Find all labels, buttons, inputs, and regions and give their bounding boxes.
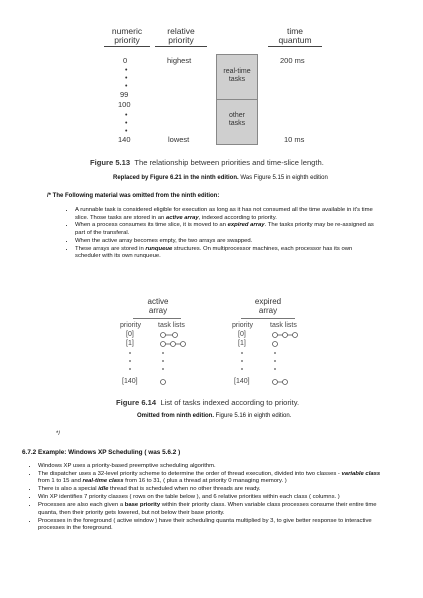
expired-row-140: [140]	[234, 378, 250, 385]
task-node	[273, 342, 278, 347]
list-item: • Win XP identifies 7 priority classes ( rows on the table below ), and 6 relative priorities within each class ( columns. )	[38, 494, 390, 501]
header-time-quantum: time quantum	[268, 27, 322, 47]
task-node	[273, 333, 278, 338]
active-col-tasklists: task lists	[158, 322, 185, 329]
figure-513-caption: Figure 5.13 The relationship between priorities and time-slice length.	[90, 158, 324, 167]
priority-99: 99	[120, 90, 129, 99]
priority-100: 100	[118, 100, 131, 109]
list-item: • The dispatcher uses a 32-level priority scheme to determine the order of thread execution, divided into two classes - variable class from 1 to 15 and real-time class from 16 to 31, ( plus a thread at priority 0 managing memory. )	[38, 471, 390, 486]
expired-array-header: expired array	[254, 297, 282, 315]
task-node	[173, 333, 178, 338]
figure-614-note: Omitted from ninth edition. Figure 5.16 in eighth edition.	[137, 413, 292, 419]
task-node	[161, 333, 166, 338]
list-item: • Processes in the foreground ( active window ) have their scheduling quanta multiplied by 3, to give better response to interactive processes in the foreground.	[38, 518, 390, 533]
header-relative-priority: relative priority	[155, 27, 207, 47]
task-node	[283, 333, 288, 338]
expired-row-0: [0]	[238, 331, 246, 338]
other-tasks-label: other tasks	[228, 112, 246, 127]
active-row-0: [0]	[126, 331, 134, 338]
list-item: • Processes are also each given a base priority within their priority class. When variable class processes consume their entire time quanta, then their priority gets lowered, but not below their base priority.	[38, 502, 390, 517]
section-title: 6.7.2 Example: Windows XP Scheduling ( was 5.6.2 )	[22, 449, 181, 456]
active-row-140: [140]	[122, 378, 138, 385]
figure-614-caption: Figure 6.14 List of tasks indexed according to priority.	[116, 398, 300, 407]
figure-513-note: Replaced by Figure 6.21 in the ninth edition. Was Figure 5.15 in eighth edition	[113, 175, 328, 181]
dot: •	[125, 120, 128, 127]
task-node	[161, 380, 166, 385]
quantum-10ms: 10 ms	[284, 135, 305, 144]
list-item: • When a process consumes its time slice, it is moved to an expired array. The tasks priority may be re-assigned as part of the transferal.	[75, 222, 377, 237]
relative-highest: highest	[167, 56, 192, 65]
task-node	[273, 380, 278, 385]
dot: •	[125, 75, 128, 82]
list-item: • Windows XP uses a priority-based preemptive scheduling algorithm.	[38, 463, 390, 470]
list-item: • When the active array becomes empty, the two arrays are swapped.	[75, 238, 377, 246]
dot: •	[125, 83, 128, 90]
task-node	[181, 342, 186, 347]
task-node	[161, 342, 166, 347]
list-item: • There is also a special idle thread that is scheduled when no other threads are ready.	[38, 486, 390, 493]
expired-col-tasklists: task lists	[270, 322, 297, 329]
task-node	[171, 342, 176, 347]
task-node	[283, 380, 288, 385]
dot: •	[125, 128, 128, 135]
active-array-header: active array	[147, 297, 169, 315]
priority-0: 0	[123, 56, 128, 65]
list-item: • These arrays are stored in runqueue structures. On multiprocessor machines, each processor has its own scheduler with its own runqueue.	[75, 246, 377, 261]
real-time-tasks-label: real-time tasks	[223, 68, 251, 83]
header-numeric-priority: numeric priority	[104, 27, 150, 47]
relative-lowest: lowest	[168, 135, 190, 144]
quantum-200ms: 200 ms	[280, 56, 305, 65]
task-node	[293, 333, 298, 338]
active-row-1: [1]	[126, 340, 134, 347]
end-comment: */	[56, 431, 61, 437]
priority-140: 140	[118, 135, 131, 144]
dot: •	[125, 112, 128, 119]
expired-row-1: [1]	[238, 340, 246, 347]
active-col-priority: priority	[120, 322, 142, 329]
dot: •	[125, 67, 128, 74]
list-item: • A runnable task is considered eligible for execution as long as it has not consumed all the time available in it's time slice. Those tasks are stored in an active array, indexed according to priority.	[75, 207, 377, 222]
expired-col-priority: priority	[232, 322, 254, 329]
bullet-list-windows-xp	[30, 463, 390, 533]
omitted-notice: /* The Following material was omitted from the ninth edition:	[47, 193, 220, 199]
